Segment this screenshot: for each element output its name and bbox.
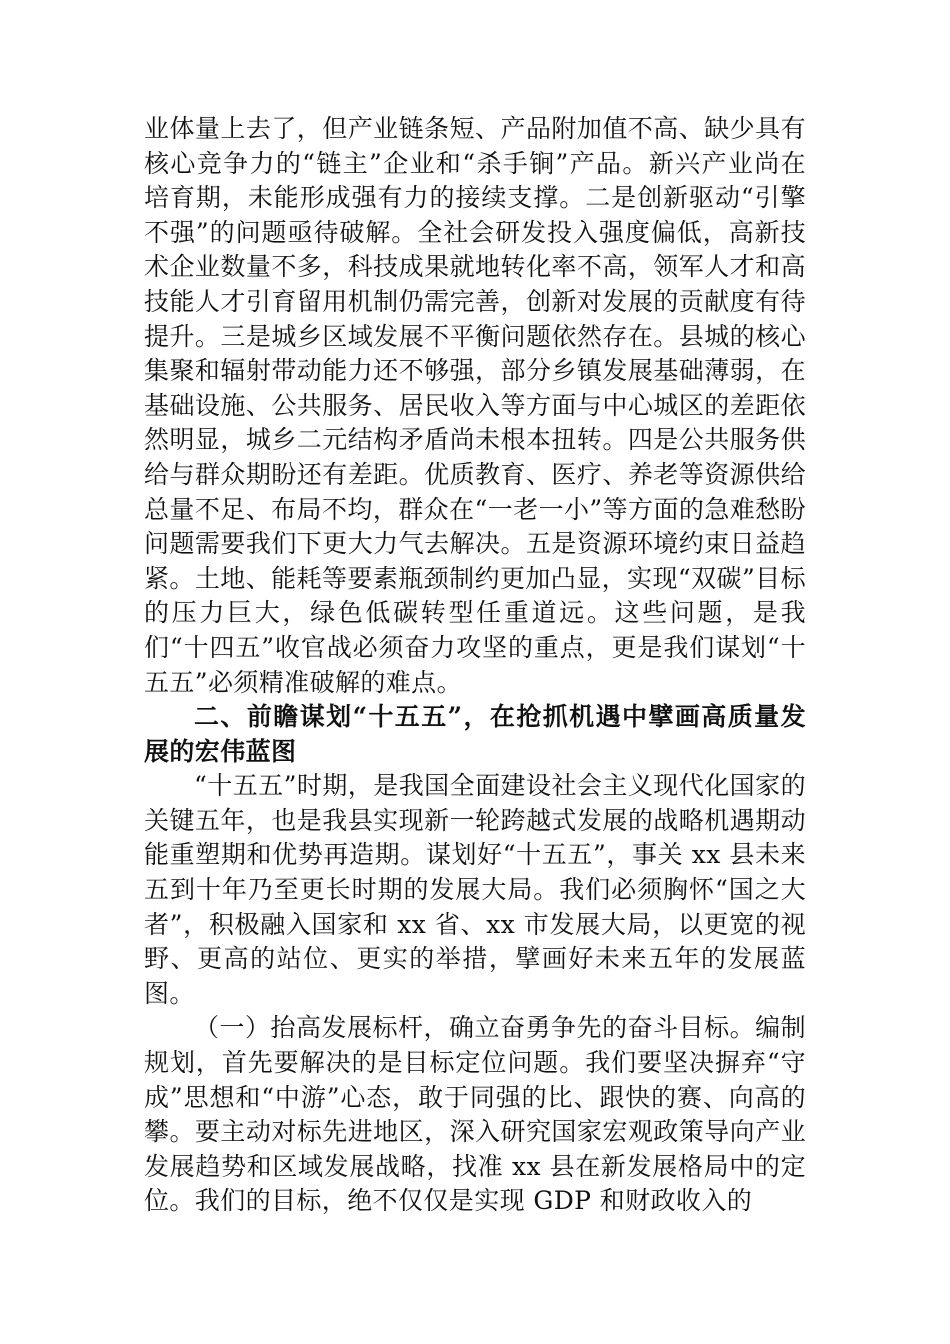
paragraph-raise-development-benchmark: （一）抬高发展标杆，确立奋勇争先的奋斗目标。编制规划，首先要解决的是目标定位问题。我们要坚决摒弃“守成”思想和“中游”心态，敢于同强的比、跟快的赛、向高的攀。要主动对标先进地区，深入研究国家宏观政策导向产业发展趋势和区域发展战略，找准 xx 县在新发展格局中的定位。我们的目标，绝不仅仅是实现 GDP 和财政收入的 bbox=[144, 1013, 806, 1216]
paragraph-problems-continued: 业体量上去了，但产业链条短、产品附加值不高、缺少具有核心竞争力的“链主”企业和“杀手锏”产品。新兴产业尚在培育期，未能形成强有力的接续支撑。二是创新驱动“引擎不强”的问题亟待破解。全社会研发投入强度偏低，高新技术企业数量不多，科技成果就地转化率不高，领军人才和高技能人才引育留用机制仍需完善，创新对发展的贡献度有待提升。三是城乡区域发展不平衡问题依然存在。县城的核心集聚和辐射带动能力还不够强，部分乡镇发展基础薄弱，在基础设施、公共服务、居民收入等方面与中心城区的差距依然明显，城乡二元结构矛盾尚未根本扭转。四是公共服务供给与群众期盼还有差距。优质教育、医疗、养老等资源供给总量不足、布局不均，群众在“一老一小”等方面的急难愁盼问题需要我们下更大力气去解决。五是资源环境约束日益趋紧。土地、能耗等要素瓶颈制约更加凸显，实现“双碳”目标的压力巨大，绿色低碳转型任重道远。这些问题，是我们“十四五”收官战必须奋力攻坚的重点，更是我们谋划“十五五”必须精准破解的难点。 bbox=[144, 114, 806, 697]
section-heading-two: 二、前瞻谋划“十五五”，在抢抓机遇中擘画高质量发展的宏伟蓝图 bbox=[144, 702, 806, 766]
document-body bbox=[144, 112, 806, 1219]
paragraph-fifteenth-plan-period: “十五五”时期，是我国全面建设社会主义现代化国家的关键五年，也是我县实现新一轮跨越式发展的战略机遇期动能重塑期和优势再造期。谋划好“十五五”，事关 xx 县未来五到十年乃至更长时期的发展大局。我们必须胸怀“国之大者”，积极融入国家和 xx 省、xx 市发展大局，以更宽的视野、更高的站位、更实的举措，擘画好未来五年的发展蓝图。 bbox=[144, 771, 806, 1008]
